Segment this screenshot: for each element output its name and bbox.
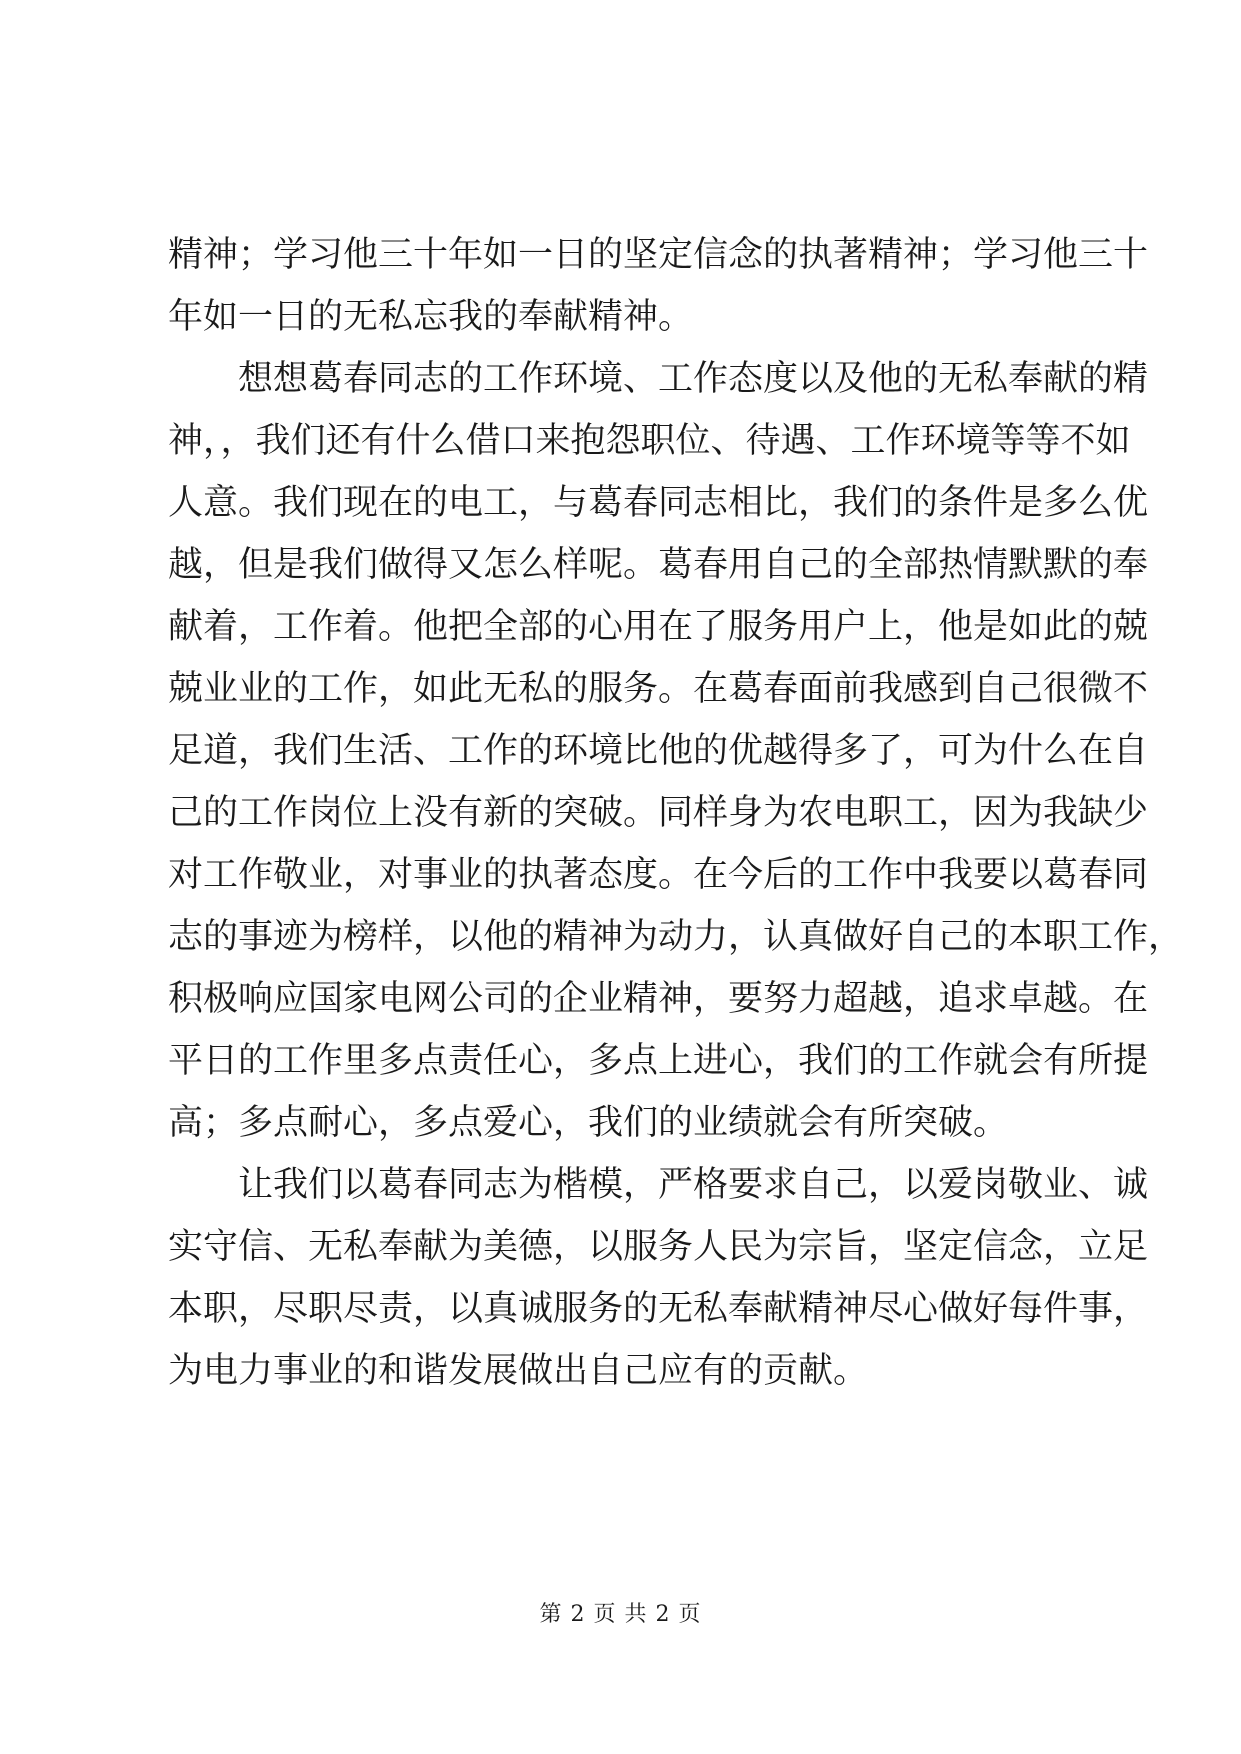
text-line: 足道，我们生活、工作的环境比他的优越得多了，可为什么在自 bbox=[168, 731, 1149, 771]
text-line: 为电力事业的和谐发展做出自己应有的贡献。 bbox=[168, 1351, 869, 1391]
text-line: 对工作敬业，对事业的执著态度。在今后的工作中我要以葛春同 bbox=[168, 855, 1149, 895]
text-line: 越，但是我们做得又怎么样呢。葛春用自己的全部热情默默的奉 bbox=[168, 545, 1149, 585]
text-line: 神，，我们还有什么借口来抱怨职位、待遇、工作环境等等不如 bbox=[168, 421, 1131, 461]
body-text bbox=[168, 224, 1184, 1402]
text-line: 积极响应国家电网公司的企业精神，要努力超越，追求卓越。在 bbox=[168, 979, 1149, 1019]
text-line: 实守信、无私奉献为美德，以服务人民为宗旨，坚定信念，立足 bbox=[168, 1227, 1149, 1267]
text-line: 己的工作岗位上没有新的突破。同样身为农电职工，因为我缺少 bbox=[168, 793, 1149, 833]
text-line: 高；多点耐心，多点爱心，我们的业绩就会有所突破。 bbox=[168, 1103, 1009, 1143]
paragraph-start-line: 让我们以葛春同志为楷模，严格要求自己，以爱岗敬业、诚 bbox=[238, 1165, 1149, 1205]
text-line: 本职，尽职尽责，以真诚服务的无私奉献精神尽心做好每件事， bbox=[168, 1289, 1149, 1329]
text-line: 年如一日的无私忘我的奉献精神。 bbox=[168, 297, 694, 337]
text-line: 志的事迹为榜样，以他的精神为动力，认真做好自己的本职工作， bbox=[168, 917, 1184, 957]
page-number-footer: 第 2 页 共 2 页 bbox=[539, 1602, 702, 1627]
text-line: 兢业业的工作，如此无私的服务。在葛春面前我感到自己很微不 bbox=[168, 669, 1149, 709]
text-line: 精神；学习他三十年如一日的坚定信念的执著精神；学习他三十 bbox=[168, 235, 1149, 275]
text-line: 献着，工作着。他把全部的心用在了服务用户上，他是如此的兢 bbox=[168, 607, 1149, 647]
paragraph-start-line: 想想葛春同志的工作环境、工作态度以及他的无私奉献的精 bbox=[238, 359, 1149, 399]
text-line: 平日的工作里多点责任心，多点上进心，我们的工作就会有所提 bbox=[168, 1041, 1149, 1081]
text-line: 人意。我们现在的电工，与葛春同志相比，我们的条件是多么优 bbox=[168, 483, 1149, 523]
